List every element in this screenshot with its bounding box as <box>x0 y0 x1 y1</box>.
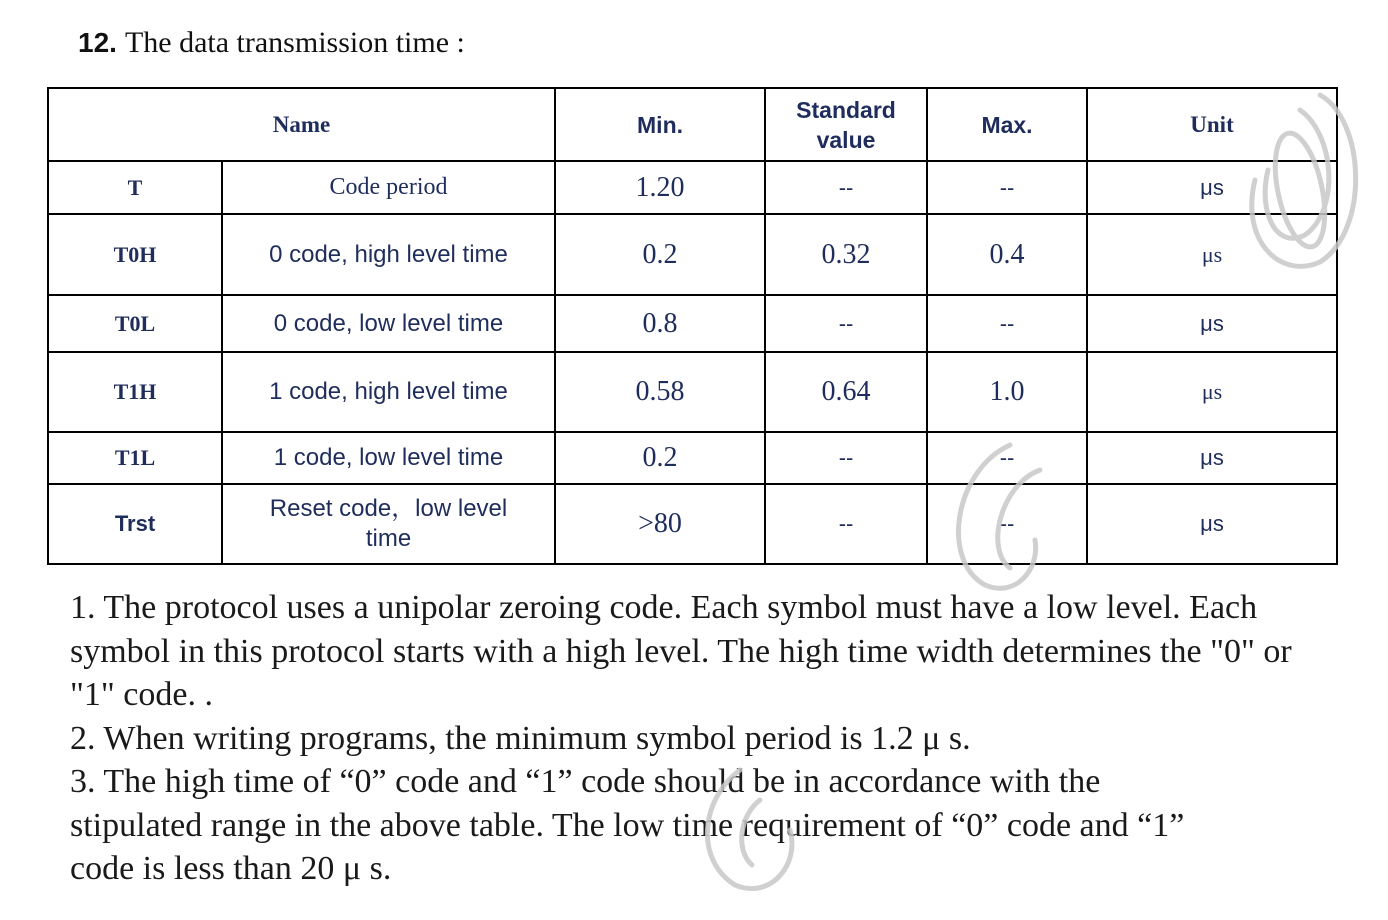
timing-table <box>47 87 1338 565</box>
row-description: 0 code, low level time <box>222 295 555 352</box>
row-min: 0.2 <box>555 432 765 484</box>
row-standard: -- <box>765 295 927 352</box>
row-description: Code period <box>222 161 555 214</box>
row-unit: μs <box>1087 484 1337 564</box>
row-max: -- <box>927 161 1087 214</box>
note-3-line-2: stipulated range in the above table. The low time requirement of “0” code and “1” <box>70 806 1185 844</box>
notes-section <box>70 586 1340 891</box>
table-row <box>48 352 1337 432</box>
header-standard-line2: value <box>816 126 876 153</box>
section-title <box>78 26 465 60</box>
header-max: Max. <box>927 88 1087 161</box>
row-symbol: Trst <box>48 484 222 564</box>
note-1-line-3: "1" code. . <box>70 676 213 713</box>
row-max: -- <box>927 432 1087 484</box>
row-min: 0.2 <box>555 214 765 295</box>
table-header-row <box>48 88 1337 161</box>
row-unit: μs <box>1087 161 1337 214</box>
row-symbol: T1H <box>48 352 222 432</box>
row-min: 0.58 <box>555 352 765 432</box>
row-description: 0 code, high level time <box>222 214 555 295</box>
row-symbol: T0H <box>48 214 222 295</box>
row-description: 1 code, low level time <box>222 432 555 484</box>
section-number: 12. <box>78 27 117 58</box>
row-symbol: T <box>48 161 222 214</box>
table-row <box>48 161 1337 214</box>
row-unit: μs <box>1087 214 1337 295</box>
section-title-text: The data transmission time : <box>124 26 465 59</box>
table-row <box>48 432 1337 484</box>
row-standard: -- <box>765 484 927 564</box>
row-min: 0.8 <box>555 295 765 352</box>
row-description: 1 code, high level time <box>222 352 555 432</box>
note-1-line-1: 1. The protocol uses a unipolar zeroing code. Each symbol must have a low level. Each <box>70 589 1258 626</box>
header-unit: Unit <box>1087 88 1337 161</box>
row-max: -- <box>927 295 1087 352</box>
row-max: 0.4 <box>927 214 1087 295</box>
row-symbol: T0L <box>48 295 222 352</box>
row-max: 1.0 <box>927 352 1087 432</box>
row-description-line2: time <box>365 525 412 552</box>
row-max: -- <box>927 484 1087 564</box>
table-row <box>48 214 1337 295</box>
row-min: >80 <box>555 484 765 564</box>
table-row <box>48 295 1337 352</box>
table-row <box>48 484 1337 564</box>
row-unit: μs <box>1087 295 1337 352</box>
note-2: 2. When writing programs, the minimum symbol period is 1.2 μ s. <box>70 719 971 757</box>
row-standard: 0.32 <box>765 214 927 295</box>
header-name: Name <box>48 88 555 161</box>
row-unit: μs <box>1087 352 1337 432</box>
row-min: 1.20 <box>555 161 765 214</box>
header-standard-value <box>765 88 927 161</box>
row-unit: μs <box>1087 432 1337 484</box>
note-3-line-3: code is less than 20 μ s. <box>70 850 392 887</box>
row-symbol: T1L <box>48 432 222 484</box>
header-standard-line1: Standard <box>796 96 896 123</box>
row-description <box>222 484 555 564</box>
row-standard: -- <box>765 432 927 484</box>
note-1-line-2: symbol in this protocol starts with a high level. The high time width determines the "0" or <box>70 632 1292 670</box>
row-standard: -- <box>765 161 927 214</box>
row-description-line1: Reset code，low level <box>269 495 508 522</box>
header-min: Min. <box>555 88 765 161</box>
note-3-line-1: 3. The high time of “0” code and “1” code should be in accordance with the <box>70 763 1101 800</box>
row-standard: 0.64 <box>765 352 927 432</box>
